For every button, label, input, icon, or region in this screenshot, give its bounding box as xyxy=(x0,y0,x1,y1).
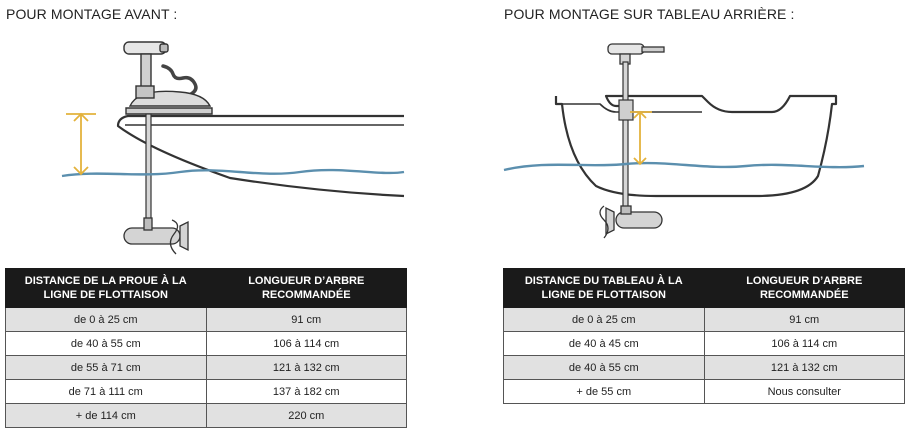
front-mount-table xyxy=(5,268,407,428)
distance-cell: de 0 à 25 cm xyxy=(504,308,705,332)
shaft-length-cell: 137 à 182 cm xyxy=(206,380,407,404)
bow-height-arrow xyxy=(66,114,96,174)
table-row xyxy=(6,308,407,332)
bow-water-line xyxy=(62,170,404,176)
front-mount-heading: POUR MONTAGE AVANT : xyxy=(6,6,178,22)
column-header-shaft-length: LONGUEUR D’ARBRE RECOMMANDÉE xyxy=(704,269,905,308)
shaft-length-cell: 91 cm xyxy=(704,308,905,332)
distance-cell: de 40 à 55 cm xyxy=(504,356,705,380)
table-header-row xyxy=(6,269,407,308)
table-header-row xyxy=(504,269,905,308)
table-row xyxy=(504,356,905,380)
shaft-length-cell: 106 à 114 cm xyxy=(704,332,905,356)
column-header-shaft-length: LONGUEUR D’ARBRE RECOMMANDÉE xyxy=(206,269,407,308)
transom-motor-shaft xyxy=(623,62,628,212)
distance-cell: de 0 à 25 cm xyxy=(6,308,207,332)
transom-mount-diagram xyxy=(456,0,912,262)
table-row xyxy=(504,332,905,356)
shaft-length-cell: Nous consulter xyxy=(704,380,905,404)
bow-motor-head xyxy=(124,42,212,114)
transom-motor-lower-unit xyxy=(600,206,662,238)
distance-cell: + de 114 cm xyxy=(6,404,207,428)
shaft-length-cell: 121 à 132 cm xyxy=(206,356,407,380)
bow-boat-hull xyxy=(118,116,404,196)
table-row xyxy=(504,380,905,404)
table-row xyxy=(6,332,407,356)
distance-cell: de 71 à 111 cm xyxy=(6,380,207,404)
shaft-length-cell: 106 à 114 cm xyxy=(206,332,407,356)
transom-water-line xyxy=(504,163,864,170)
table-row xyxy=(6,380,407,404)
bow-motor-shaft xyxy=(146,114,151,220)
transom-mount-bracket xyxy=(619,100,633,120)
distance-cell: de 40 à 45 cm xyxy=(504,332,705,356)
shaft-length-cell: 91 cm xyxy=(206,308,407,332)
table-row xyxy=(504,308,905,332)
table-row xyxy=(6,356,407,380)
bow-motor-lower-unit xyxy=(124,218,188,254)
distance-cell: de 40 à 55 cm xyxy=(6,332,207,356)
shaft-length-cell: 220 cm xyxy=(206,404,407,428)
distance-cell: de 55 à 71 cm xyxy=(6,356,207,380)
shaft-length-cell: 121 à 132 cm xyxy=(704,356,905,380)
column-header-distance: DISTANCE DU TABLEAU À LA LIGNE DE FLOTTAISON xyxy=(504,269,705,308)
transom-mount-heading: POUR MONTAGE SUR TABLEAU ARRIÈRE : xyxy=(504,6,795,22)
transom-boat-hull xyxy=(556,96,836,196)
distance-cell: + de 55 cm xyxy=(504,380,705,404)
transom-motor-head xyxy=(608,44,664,64)
column-header-distance: DISTANCE DE LA PROUE À LA LIGNE DE FLOTTAISON xyxy=(6,269,207,308)
table-row xyxy=(6,404,407,428)
transom-mount-table xyxy=(503,268,905,404)
bow-mount-diagram xyxy=(0,0,456,262)
